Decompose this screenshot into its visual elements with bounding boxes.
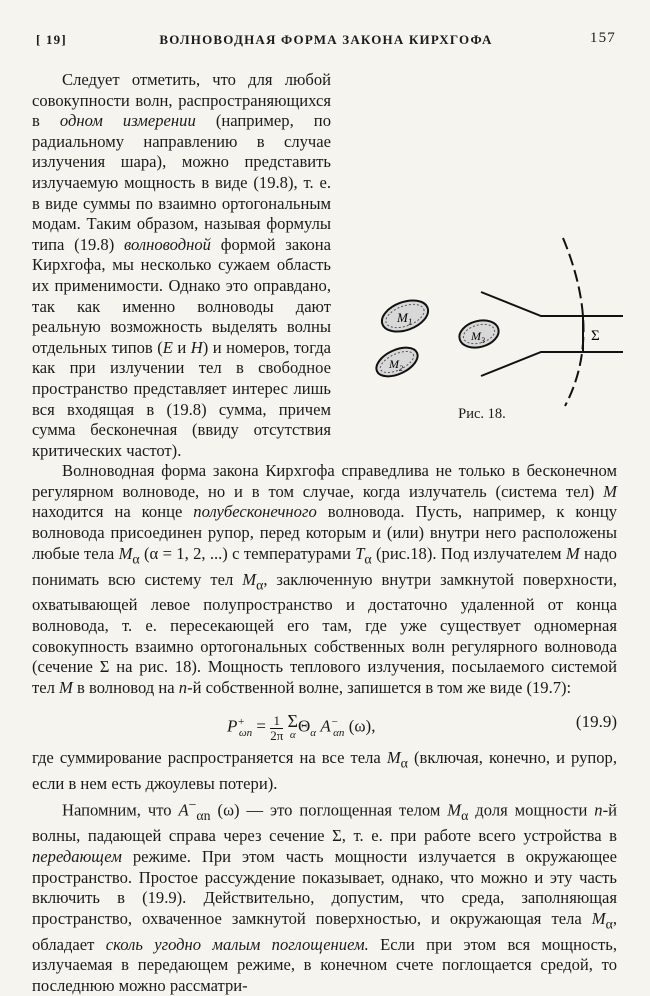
closed-surface-arc — [563, 238, 584, 406]
equation-19-9 — [32, 702, 617, 746]
running-title: ВОЛНОВОДНАЯ ФОРМА ЗАКОНА КИРХГОФА — [159, 32, 493, 47]
svg-text:M1: $M_1$ — [397, 310, 413, 327]
equation-number: (19.9) — [575, 712, 617, 732]
equation-expression: $P^+_{\omega n}$ = $\frac{1}{2\pi}$ Σ α $\Theta_\alpha$ $A^-_{\alpha n}$ (ω), — [227, 711, 376, 743]
svg-text:M2: $M_2$ — [389, 357, 403, 373]
body-m2 — [372, 342, 422, 382]
figure-caption: Рис. 18. — [458, 406, 506, 422]
body-text-flow — [32, 70, 617, 996]
page-number: 157 — [589, 30, 616, 46]
figure-18 — [341, 234, 623, 429]
emphasis: передающем — [32, 846, 122, 866]
paragraph-3: где суммирование распространяется на все тела $M_\alpha$ (включая, конечно, и рупор, если в нем есть джоулевы потери). — [32, 748, 618, 794]
body-m3 — [456, 316, 501, 351]
emphasis: полубесконечного — [193, 502, 317, 522]
paragraph-4: Напомним, что $A^-_{\alpha n}$ (ω) — это поглощенная телом $M_\alpha$ доля мощности n-й волны, падающей справа через сечение Σ, т. е. при работе всего устройства в передающем режиме. При этом часть мощности излучается в окружающее пространство. Простое рассуждение показывает, однако, что можно и эту часть включить в (19.9). Действительно, допустим, что среда, заполняющая пространство, охваченное замкнутой поверхностью, и окружающая тела $M_\alpha$, обладает сколь угодно малым поглощением. Если при этом вся мощность, излучаемая в передающем режиме, в конечном счете поглощается средой, то последнюю можно рассматри- — [32, 796, 617, 995]
body-m1 — [378, 295, 433, 338]
svg-text:M3: $M_3$ — [471, 329, 485, 345]
emphasis: одном измерении — [59, 111, 196, 131]
emphasis: волноводной — [124, 234, 211, 254]
emphasis: сколь угодно малым поглощением. — [105, 934, 369, 954]
running-header — [36, 30, 616, 52]
sigma-label: Σ — [591, 328, 600, 344]
waveguide-diagram — [341, 234, 623, 429]
paragraph-1: Следует отметить, что для любой совокупности волн, распространяющихся в одном измерении (например, по радиальному направлению в случае излучения шара), можно представить излучаемую мощность в виде (19.8), т. е. в виде суммы по взаимно ортогональным модам. Таким образом, называя формулы типа (19.8) волноводной формой закона Кирхгофа, мы несколько сужаем область их применимости. Однако это оправдано, так как именно волноводы дают реальную возможность выделять волны отдельных типов (E и H) и номеров, тогда как при излучении тел в свободное пространство представляет интерес лишь вся входящая в (19.8) сумма, причем сумма бесконечная (ввиду отсутствия критических частот). — [32, 70, 331, 460]
horn-bottom-wall — [481, 352, 623, 376]
horn-top-wall — [481, 292, 623, 316]
section-number: [ 19] — [36, 32, 67, 47]
paragraph-2: Волноводная форма закона Кирхгофа справедлива не только в бесконечном регулярном волноводе, но и в том случае, когда излучатель (система тел) M находится на конце полубесконечного волновода. Пусть, например, к концу волновода присоединен рупор, перед которым и (или) внутри него расположены любые тела $M_\alpha$ (α = 1, 2, ...) с температурами $T_\alpha$ (рис.18). Под излучателем M надо понимать всю систему тел $M_\alpha$, заключенную внутри замкнутой поверхности, охватывающей левое полупространство и достаточно удаленной от конца волновода, т. е. пересекающей его там, где уже существует одномерная совокупность взаимно ортогональных собственных волн регулярного волновода (сечение Σ на рис. 18). Мощность теплового излучения, посылаемого системой тел M в волновод на n-й собственной волне, запишется в том же виде (19.7): — [32, 461, 617, 697]
